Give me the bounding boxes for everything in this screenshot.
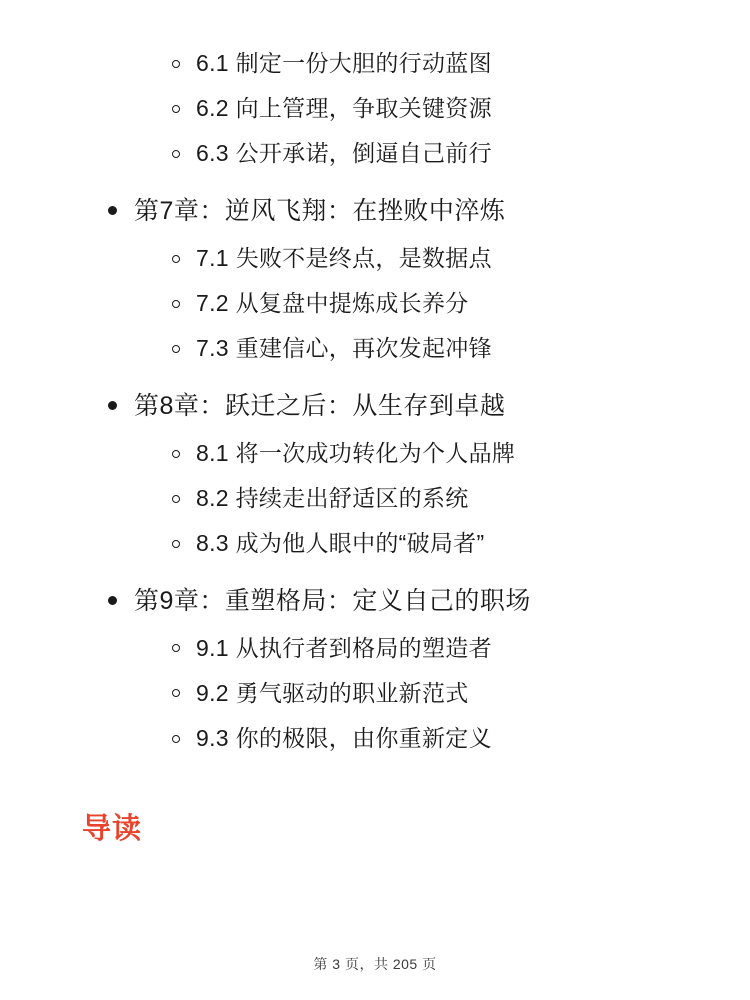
toc-chapter-group [60, 390, 690, 559]
hollow-bullet-icon [172, 730, 196, 748]
list-item[interactable] [60, 678, 690, 709]
toc-subitem-label: 6.3 公开承诺，倒逼自己前行 [196, 140, 492, 167]
hollow-bullet-icon [172, 55, 196, 73]
toc-subitem-label: 8.3 成为他人眼中的“破局者” [196, 529, 485, 556]
list-item[interactable] [60, 93, 690, 124]
toc-subitem-label: 9.2 勇气驱动的职业新范式 [196, 679, 469, 706]
toc-subitem-label: 9.1 从执行者到格局的塑造者 [196, 634, 492, 661]
toc-chapter-group [60, 195, 690, 364]
toc-subitem-list [60, 633, 690, 754]
toc-chapter-row[interactable] [60, 585, 690, 619]
hollow-bullet-icon [172, 445, 196, 463]
toc-chapter-row[interactable] [60, 390, 690, 424]
hollow-bullet-icon [172, 640, 196, 658]
list-item[interactable] [60, 483, 690, 514]
toc-subitem-list [60, 243, 690, 364]
page-footer: 第 3 页，共 205 页 [313, 956, 437, 972]
toc-subitem-label: 6.2 向上管理，争取关键资源 [196, 95, 492, 122]
toc-chapter-label: 第8章：跃迁之后：从生存到卓越 [134, 392, 506, 421]
toc-subitem-label: 7.3 重建信心，再次发起冲锋 [196, 334, 492, 361]
toc-chapter-row[interactable] [60, 195, 690, 229]
list-item[interactable] [60, 243, 690, 274]
hollow-bullet-icon [172, 490, 196, 508]
filled-bullet-icon [108, 395, 134, 415]
list-item[interactable] [60, 438, 690, 469]
hollow-bullet-icon [172, 685, 196, 703]
list-item[interactable] [60, 333, 690, 364]
toc-subitem-label: 6.1 制定一份大胆的行动蓝图 [196, 50, 492, 76]
hollow-bullet-icon [172, 145, 196, 163]
list-item[interactable] [60, 48, 690, 79]
filled-bullet-icon [108, 590, 134, 610]
toc-subitem-list [60, 48, 690, 169]
toc-subitem-label: 7.1 失败不是终点，是数据点 [196, 244, 492, 271]
toc-subitem-label: 8.1 将一次成功转化为个人品牌 [196, 439, 516, 466]
hollow-bullet-icon [172, 340, 196, 358]
toc-chapter-label: 第9章：重塑格局：定义自己的职场 [134, 586, 531, 615]
list-item[interactable] [60, 633, 690, 664]
toc-subitem-label: 9.3 你的极限，由你重新定义 [196, 724, 492, 751]
hollow-bullet-icon [172, 250, 196, 268]
toc-chapter-group [60, 585, 690, 754]
toc-chapter-group [60, 48, 690, 169]
list-item[interactable] [60, 288, 690, 319]
toc-subitem-list [60, 438, 690, 559]
filled-bullet-icon [108, 200, 134, 220]
toc-subitem-label: 7.2 从复盘中提炼成长养分 [196, 289, 469, 316]
table-of-contents [60, 48, 690, 754]
hollow-bullet-icon [172, 535, 196, 553]
hollow-bullet-icon [172, 100, 196, 118]
list-item[interactable] [60, 528, 690, 559]
section-heading: 导读 [82, 812, 143, 845]
hollow-bullet-icon [172, 295, 196, 313]
toc-subitem-label: 8.2 持续走出舒适区的系统 [196, 484, 469, 511]
list-item[interactable] [60, 723, 690, 754]
toc-chapter-label: 第7章：逆风飞翔：在挫败中淬炼 [134, 197, 506, 226]
list-item[interactable] [60, 138, 690, 169]
